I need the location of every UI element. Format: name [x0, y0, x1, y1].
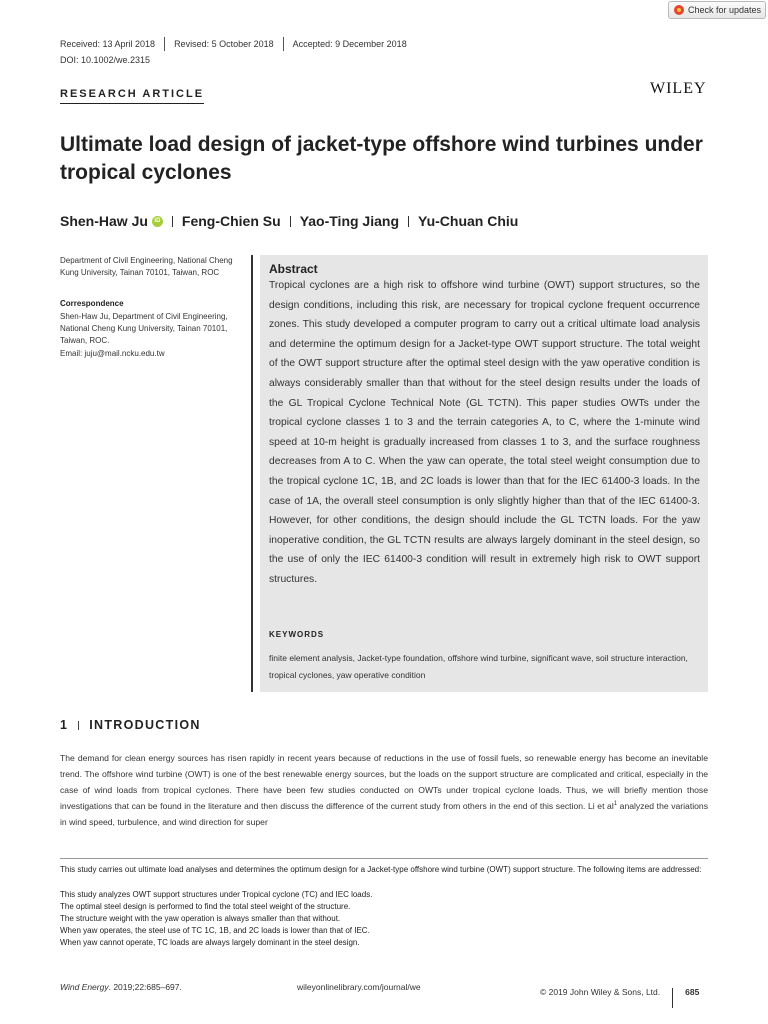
highlight-item: When yaw operates, the steel use of TC 1C, 1B, and 2C loads is lower than that of IEC. [60, 926, 370, 935]
keywords-text: finite element analysis, Jacket-type foundation, offshore wind turbine, significant wave, soil structure interaction, tropical cyclones, yaw operative condition [269, 653, 688, 680]
highlight-item: The optimal steel design is performed to find the total steel weight of the structure. [60, 902, 351, 911]
divider [408, 216, 409, 227]
author-list [60, 213, 518, 229]
intro-text: The demand for clean energy sources has risen rapidly in recent years because of reductions in the use of fossil fuels, so renewable energy has become an inevitable trend. The offshore wind turbine (OWT) is one of the best renewable energy sources, but the loads on the support structure are complicated and critical, especially in the case of wind loads from tropical cyclones. There have been few studies conducted on OWTs under tropical cyclone loads. Thus, we will briefly mention those investigations that can be found in the literature and then discuss the difference of the current study from others in the end of this section. Li et al [60, 753, 708, 811]
citation-details: . 2019;22:685–697. [108, 982, 182, 992]
correspondence-email[interactable]: Email: juju@mail.ncku.edu.tw [60, 349, 165, 358]
divider [672, 988, 673, 1008]
check-for-updates-button[interactable] [668, 1, 766, 19]
correspondence-heading: Correspondence [60, 299, 124, 308]
divider [172, 216, 173, 227]
vertical-rule [251, 255, 253, 692]
doi[interactable]: DOI: 10.1002/we.2315 [60, 55, 151, 65]
check-for-updates-label: Check for updates [688, 5, 762, 15]
footer-right [540, 982, 699, 1002]
orcid-icon[interactable]: iD [152, 216, 163, 227]
author-name[interactable]: Yao-Ting Jiang [299, 213, 399, 229]
highlight-item: When yaw cannot operate, TC loads are always largely dominant in the steel design. [60, 938, 360, 947]
divider [164, 37, 165, 51]
highlights-list [60, 889, 708, 949]
highlights-intro: This study carries out ultimate load analyses and determines the optimum design for a Jacket-type offshore wind turbine (OWT) support structure. The following items are addressed: [60, 865, 702, 874]
highlight-item: The structure weight with the yaw operation is always smaller than that without. [60, 914, 341, 923]
page-number: 685 [685, 987, 700, 997]
publisher-logo: WILEY [650, 80, 707, 97]
abstract-text: Tropical cyclones are a high risk to offshore wind turbine (OWT) support structures, so the design conditions, including this risk, are necessary for tropical cyclone frequent occurrence zones. This study developed a computer program to carry out a critical ultimate load analysis and determine the optimum design for a Jacket-type OWT support structure. The total weight of the OWT support structure after the optimal steel design with the yaw operative condition is always considerably smaller than that without for the steel design results under the loads of the GL Tropical Cyclone Technical Note (GL TCTN). This paper studies OWTs under the tropical cyclone classes 1 to 3 and the terrain categories A, to C, where the 1-minute wind speed at 10-m height is gradually increased from classes 1 to 3, and the surface roughness decreases from A to C. When the yaw can operate, the total steel weight consumption due to the tropical cyclone 1C, 1B, and 2C loads is lower than that for the IEC 61400-3 loads. In the case of 1A, the overall steel consumption is only slightly higher than that of the IEC 61400-3. However, for other conditions, the design should include the GL TCTN loads. For the yaw inoperative condition, the GL TCTN results are always largely dominant in the steel design, so the use of only the IEC 61400-3 condition will result in extremely high risk to OWT support structures. [269, 280, 700, 585]
footer-url[interactable]: wileyonlinelibrary.com/journal/we [297, 982, 421, 992]
copyright: © 2019 John Wiley & Sons, Ltd. [540, 987, 661, 997]
footer-citation [60, 982, 182, 992]
history-dates [60, 37, 407, 51]
correspondence-text: Shen-Haw Ju, Department of Civil Engineering, National Cheng Kung University, Tainan 70101, Taiwan, ROC. [60, 312, 228, 345]
keywords-heading: KEYWORDS [269, 630, 325, 639]
author-name[interactable]: Yu-Chuan Chiu [418, 213, 519, 229]
author-name[interactable]: Feng-Chien Su [181, 213, 281, 229]
abstract-heading: Abstract [269, 262, 318, 276]
divider [78, 721, 79, 730]
article-type: RESEARCH ARTICLE [60, 88, 204, 104]
reference-link[interactable]: 1 [613, 801, 618, 808]
intro-text-tail: analyzed the variations in wind speed, turbulence, and wind direction for super [60, 801, 708, 827]
check-updates-icon [674, 5, 684, 15]
section-title: INTRODUCTION [89, 718, 201, 732]
highlight-item: This study analyzes OWT support structures under Tropical cyclone (TC) and IEC loads. [60, 890, 373, 899]
journal-name: Wind Energy [60, 982, 109, 992]
divider [290, 216, 291, 227]
affiliation: Department of Civil Engineering, National Cheng Kung University, Tainan 70101, Taiwan, ROC [60, 256, 233, 277]
revised-date: Revised: 5 October 2018 [174, 39, 274, 49]
article-title: Ultimate load design of jacket-type offshore wind turbines under tropical cyclones [60, 133, 703, 184]
author-name[interactable]: Shen-Haw Ju [60, 213, 148, 229]
accepted-date: Accepted: 9 December 2018 [292, 39, 407, 49]
divider [60, 858, 708, 859]
intro-paragraph [60, 750, 708, 830]
received-date: Received: 13 April 2018 [60, 39, 156, 49]
divider [283, 37, 284, 51]
section-number: 1 [60, 718, 69, 732]
section-heading [60, 718, 201, 732]
